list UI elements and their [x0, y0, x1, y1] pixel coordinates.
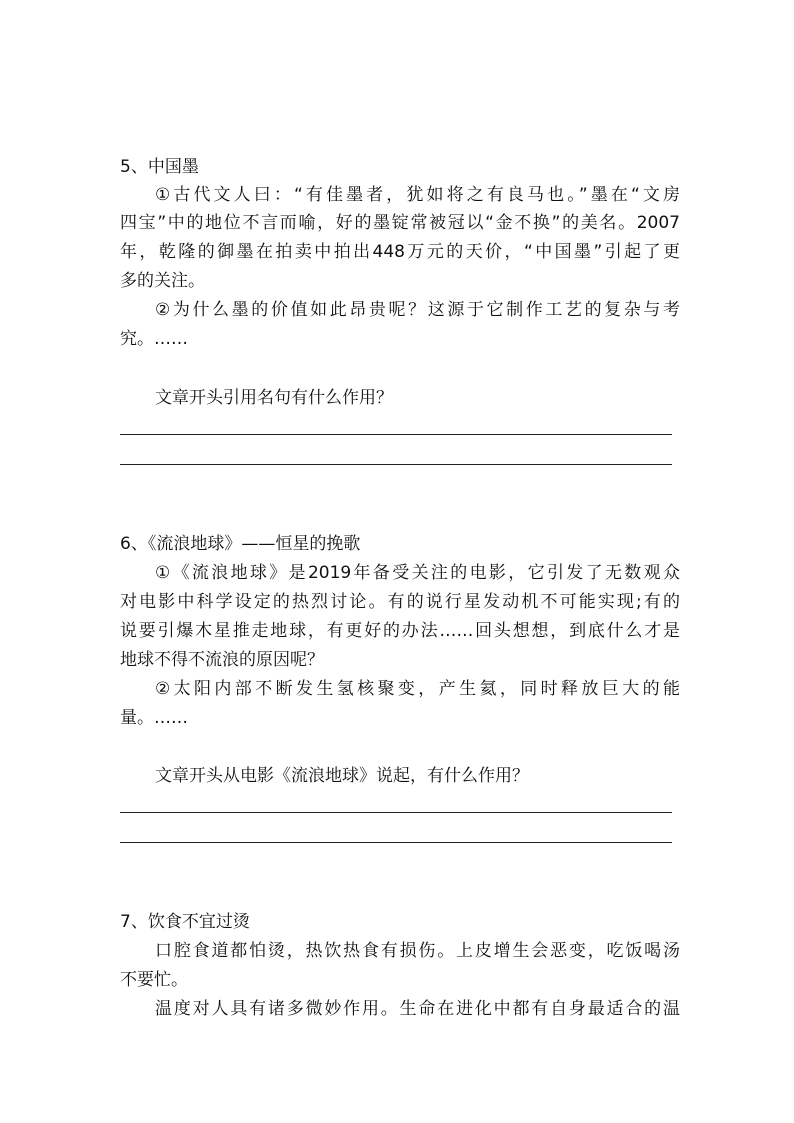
- section-7-p1-line-1: 口腔食道都怕烫，热饮热食有损伤。上皮增生会恶变，吃饭喝汤: [155, 941, 680, 961]
- section-7-p2-line-1: 温度对人具有诸多微妙作用。生命在进化中都有自身最适合的温: [155, 999, 680, 1019]
- section-6-heading: 6、《流浪地球》——恒星的挽歌: [120, 534, 361, 554]
- section-6-p1-line-1: ①《流浪地球》是2019年备受关注的电影，它引发了无数观众: [155, 563, 680, 583]
- section-6-p1-line-4: 地球不得不流浪的原因呢？: [120, 650, 324, 670]
- section-7-heading: 7、饮食不宜过烫: [120, 912, 250, 932]
- section-5-question: 文章开头引用名句有什么作用？: [155, 388, 393, 408]
- section-5-heading: 5、中国墨: [120, 157, 199, 177]
- answer-line[interactable]: [120, 842, 672, 843]
- section-6-p1-line-3: 说要引爆木星推走地球，有更好的办法……回头想想，到底什么才是: [120, 621, 680, 641]
- section-5-p1-line-4: 多的关注。: [120, 271, 205, 291]
- section-7-p1-line-2: 不要忙。: [120, 970, 188, 990]
- section-5-p1-line-1: ①古代文人曰：“有佳墨者，犹如将之有良马也。”墨在“文房: [155, 185, 680, 205]
- answer-line[interactable]: [120, 464, 672, 465]
- section-5-p1-line-3: 年，乾隆的御墨在拍卖中拍出448万元的天价，“中国墨”引起了更: [120, 242, 680, 262]
- answer-line[interactable]: [120, 812, 672, 813]
- section-6-p1-line-2: 对电影中科学设定的热烈讨论。有的说行星发动机不可能实现;有的: [120, 592, 680, 612]
- section-6-question: 文章开头从电影《流浪地球》说起，有什么作用？: [155, 766, 529, 786]
- answer-line[interactable]: [120, 434, 672, 435]
- section-6-p2-line-1: ②太阳内部不断发生氢核聚变，产生氦，同时释放巨大的能: [155, 679, 680, 699]
- section-5-p2-line-2: 究。……: [120, 329, 188, 349]
- section-5-p2-line-1: ②为什么墨的价值如此昂贵呢？这源于它制作工艺的复杂与考: [155, 300, 680, 320]
- section-6-p2-line-2: 量。……: [120, 708, 188, 728]
- section-5-p1-line-2: 四宝”中的地位不言而喻，好的墨锭常被冠以“金不换”的美名。2007: [120, 213, 680, 233]
